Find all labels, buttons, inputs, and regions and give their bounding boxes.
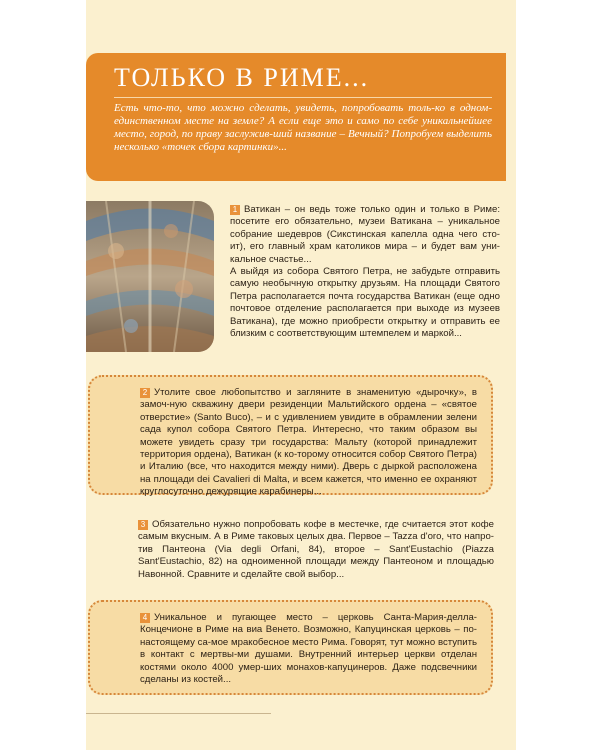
intro-text: Есть что-то, что можно сделать, увидеть, попробовать толь-ко в одном-единственном месте на земле? А если еще это и само по себе уникальнейшее место, город, по праву заслужив-ший название – Вечный? Попробуем выделить несколько «точек сбора картинки»...	[114, 102, 492, 153]
section-1-paragraph-1	[230, 204, 500, 266]
footnote-divider	[86, 713, 271, 714]
section-1-paragraph-2: А выйдя из собора Святого Петра, не забудьте отправить самую необычную открытку друзьям. На площади Святого Петра располагается почта государства Ватикан (еще одно почтовое отделение располагается при выходе из музеев Ватикана), где можно приобрести открытку и отправить ее близким с соответствующим штемпелем и маркой...	[230, 266, 500, 340]
section-2-box	[88, 375, 493, 498]
section-4-box	[88, 600, 493, 695]
sistine-chapel-photo	[86, 201, 214, 352]
section-4-paragraph	[140, 612, 477, 686]
section-number-badge: 3	[138, 520, 148, 530]
section-1-text: Ватикан – он ведь тоже только один и только в Риме: посетите его обязательно, музеи Ватикана – уникальное собрание шедевров (Сикстинская капелла одна чего сто-ит), его главный храм католиков мира – и будет вам уни-кальное счастье...	[230, 204, 500, 265]
section-4-text: Уникальное и пугающее место – церковь Санта-Мария-делла-Концечионе в Риме на виа Венето. Возможно, Капуцинская церковь – по-настоящему са-мое мракобесное место Рима. Говорят, тут можно вступить в контакт с мертвы-ми душами. Внутренний интерьер церкви отделан костями около 4000 умер-ших монахов-капуцинеров. Даже подсвечники сделаны из костей...	[140, 612, 477, 686]
section-number-badge: 1	[230, 205, 240, 215]
section-2-paragraph	[140, 387, 477, 499]
section-3	[138, 519, 494, 581]
sistine-chapel-image	[86, 201, 214, 352]
section-3-text: Обязательно нужно попробовать кофе в местечке, где считается этот кофе самым вкусным. А в Риме таковых целых два. Первое – Tazza d'oro, что напро-тив Пантеона (Via degli Orfani, 84), второе – Sant'Eustachio (Piazza Sant'Eustachio, 82) на одноименной площади между Пантеоном и площадью Навонной. Сравните и сделайте свой выбор...	[138, 519, 494, 580]
section-header	[86, 53, 506, 181]
section-number-badge: 2	[140, 388, 150, 398]
section-3-paragraph	[138, 519, 494, 581]
title-divider	[114, 97, 492, 98]
section-2-text: Утолите свое любопытство и загляните в знаменитую «дырочку», в замоч-ную скважину двери резиденции Мальтийского ордена – «святое отверстие» (Santo Buco), – и с удивлением увидите в обрамлении зелени сада купол собора Святого Петра. Интересно, что таким образом вы можете увидеть сразу три государства: Мальту (которой принадлежит территория ордена), Ватикан (к ко-торому относится собор Святого Петра) и Италию (все, что находится между ними). Дверь с дыркой расположена на площади dei Cavalieri di Malta, и всем кажется, что именно ее охраняют круглосуточно дежурящие карабинеры...	[140, 387, 477, 498]
section-number-badge: 4	[140, 613, 150, 623]
page-title: ТОЛЬКО В РИМЕ...	[114, 63, 370, 92]
section-1	[230, 204, 500, 340]
